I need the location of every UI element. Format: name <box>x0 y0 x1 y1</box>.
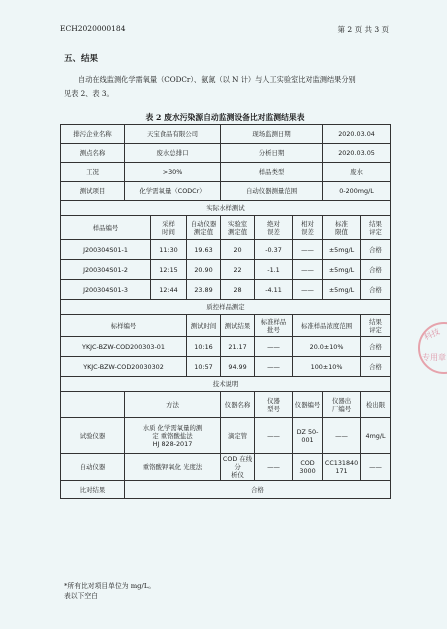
table-row <box>61 240 391 260</box>
result: 合格 <box>361 357 391 377</box>
standard-limit: ±5mg/L <box>323 280 361 300</box>
report-code: ECH2020000184 <box>60 24 126 33</box>
absolute-error: -1.1 <box>255 260 293 280</box>
table-row <box>61 260 391 280</box>
blank-cell <box>61 392 125 418</box>
info-value: 2020.03.04 <box>323 125 391 144</box>
conclusion-value: 合格 <box>125 481 391 499</box>
info-value: 天宝食品有限公司 <box>125 125 221 144</box>
info-value: 0-200mg/L <box>323 182 391 201</box>
table-row <box>61 357 391 377</box>
sample-id: J200304S01-1 <box>61 240 151 260</box>
method: 水质 化学需氧量的测 定 重铬酸盐法 HJ 828-2017 <box>125 418 221 454</box>
standard-sample-id: YKJC-BZW-COD200303-01 <box>61 337 187 357</box>
instrument-model: —— <box>255 418 293 454</box>
detection-limit: 4mg/L <box>361 418 391 454</box>
column-header: 测试结果 <box>221 315 255 337</box>
column-header: 方法 <box>125 392 221 418</box>
sample-id: J200304S01-2 <box>61 260 151 280</box>
page-header <box>60 24 389 36</box>
page-number: 第 2 页 共 3 页 <box>337 25 389 34</box>
info-row <box>61 163 391 182</box>
relative-error: —— <box>293 260 323 280</box>
column-header: 实验室 测定值 <box>221 216 255 240</box>
standard-limit: ±5mg/L <box>323 240 361 260</box>
column-header: 仪器编号 <box>293 392 323 418</box>
column-header: 标样编号 <box>61 315 187 337</box>
result: 合格 <box>361 280 391 300</box>
column-header: 结果 评定 <box>361 216 391 240</box>
column-header: 采样 时间 <box>151 216 187 240</box>
intro-line-1: 自动在线监测化学需氧量（CODCr）、氨氮（以 N 计）与人工实验室比对监测结果分别 <box>78 75 356 84</box>
info-label: 现场监测日期 <box>221 125 323 144</box>
test-result: 21.17 <box>221 337 255 357</box>
table-row <box>61 418 391 454</box>
column-header: 标准 限值 <box>323 216 361 240</box>
row-label: 试验仪器 <box>61 418 125 454</box>
info-label: 自动仪器测量范围 <box>221 182 323 201</box>
relative-error: —— <box>293 240 323 260</box>
factory-number: CC131840 171 <box>323 454 361 481</box>
table-row <box>61 280 391 300</box>
sampling-time: 12:15 <box>151 260 187 280</box>
column-header: 测试时间 <box>187 315 221 337</box>
info-value: 化学需氧量（CODCr） <box>125 182 221 201</box>
result: 合格 <box>361 240 391 260</box>
sampling-time: 12:44 <box>151 280 187 300</box>
table-row <box>61 337 391 357</box>
method: 重铬酸钾氧化 光度法 <box>125 454 221 481</box>
standard-limit: ±5mg/L <box>323 260 361 280</box>
instrument-name: 滴定管 <box>221 418 255 454</box>
qc-samples-heading: 质控样品测定 <box>61 300 391 315</box>
info-row <box>61 182 391 201</box>
lab-value: 22 <box>221 260 255 280</box>
relative-error: —— <box>293 280 323 300</box>
column-header: 检出限 <box>361 392 391 418</box>
info-label: 工况 <box>61 163 125 182</box>
info-label: 样品类型 <box>221 163 323 182</box>
sampling-time: 11:30 <box>151 240 187 260</box>
auto-value: 19.63 <box>187 240 221 260</box>
table-row <box>61 481 391 499</box>
column-header: 标准样品 批号 <box>255 315 293 337</box>
auto-value: 20.90 <box>187 260 221 280</box>
band-row <box>61 201 391 216</box>
table-header-row <box>61 392 391 418</box>
column-header: 样品编号 <box>61 216 151 240</box>
column-header: 绝对 误差 <box>255 216 293 240</box>
column-header: 仪器名称 <box>221 392 255 418</box>
instrument-name: COD 在线分 析仪 <box>221 454 255 481</box>
info-value: >30% <box>125 163 221 182</box>
info-label: 排污企业名称 <box>61 125 125 144</box>
lab-value: 20 <box>221 240 255 260</box>
info-label: 分析日期 <box>221 144 323 163</box>
test-result: 94.99 <box>221 357 255 377</box>
result: 合格 <box>361 337 391 357</box>
column-header: 仪器 型号 <box>255 392 293 418</box>
test-time: 10:57 <box>187 357 221 377</box>
column-header: 自动仪器 测定值 <box>187 216 221 240</box>
table-header-row <box>61 216 391 240</box>
factory-number: —— <box>323 418 361 454</box>
band-row <box>61 377 391 392</box>
absolute-error: -0.37 <box>255 240 293 260</box>
actual-samples-heading: 实际水样测试 <box>61 201 391 216</box>
column-header: 标准样品浓度范围 <box>293 315 361 337</box>
sample-id: J200304S01-3 <box>61 280 151 300</box>
table-header-row <box>61 315 391 337</box>
detection-limit: —— <box>361 454 391 481</box>
column-header: 仪器出 厂编号 <box>323 392 361 418</box>
tech-notes-heading: 技术说明 <box>61 377 391 392</box>
table-caption: 表 2 废水污染源自动监测设备比对监测结果表 <box>145 113 305 122</box>
info-value: 废水 <box>323 163 391 182</box>
column-header: 结果 评定 <box>361 315 391 337</box>
info-value: 2020.03.05 <box>323 144 391 163</box>
intro-paragraph <box>64 73 394 101</box>
batch-number: —— <box>255 357 293 377</box>
band-row <box>61 300 391 315</box>
concentration-range: 100±10% <box>293 357 361 377</box>
section-title: 五、结果 <box>64 54 99 64</box>
info-row <box>61 144 391 163</box>
footnote-units: *所有比对项目单位为 mg/L。 <box>64 582 156 590</box>
instrument-model: —— <box>255 454 293 481</box>
instrument-code: DZ 50-001 <box>293 418 323 454</box>
lab-value: 28 <box>221 280 255 300</box>
standard-sample-id: YKJC-BZW-COD20030302 <box>61 357 187 377</box>
info-label: 测试项目 <box>61 182 125 201</box>
absolute-error: -4.11 <box>255 280 293 300</box>
table-row <box>61 454 391 481</box>
seal-stamp: 科技 专用章 <box>418 322 447 374</box>
concentration-range: 20.0±10% <box>293 337 361 357</box>
row-label: 自动仪器 <box>61 454 125 481</box>
stamp-text: 专用章 <box>422 353 446 362</box>
row-label: 比对结果 <box>61 481 125 499</box>
footnote-blank: 表以下空白 <box>64 591 98 600</box>
comparison-result-table <box>60 124 391 499</box>
batch-number: —— <box>255 337 293 357</box>
test-time: 10:16 <box>187 337 221 357</box>
info-label: 测点名称 <box>61 144 125 163</box>
result: 合格 <box>361 260 391 280</box>
auto-value: 23.89 <box>187 280 221 300</box>
info-row <box>61 125 391 144</box>
info-value: 废水总排口 <box>125 144 221 163</box>
instrument-code: COD 3000 <box>293 454 323 481</box>
intro-line-2: 见表 2、表 3。 <box>64 89 114 99</box>
column-header: 相对 误差 <box>293 216 323 240</box>
footnotes <box>64 582 155 602</box>
